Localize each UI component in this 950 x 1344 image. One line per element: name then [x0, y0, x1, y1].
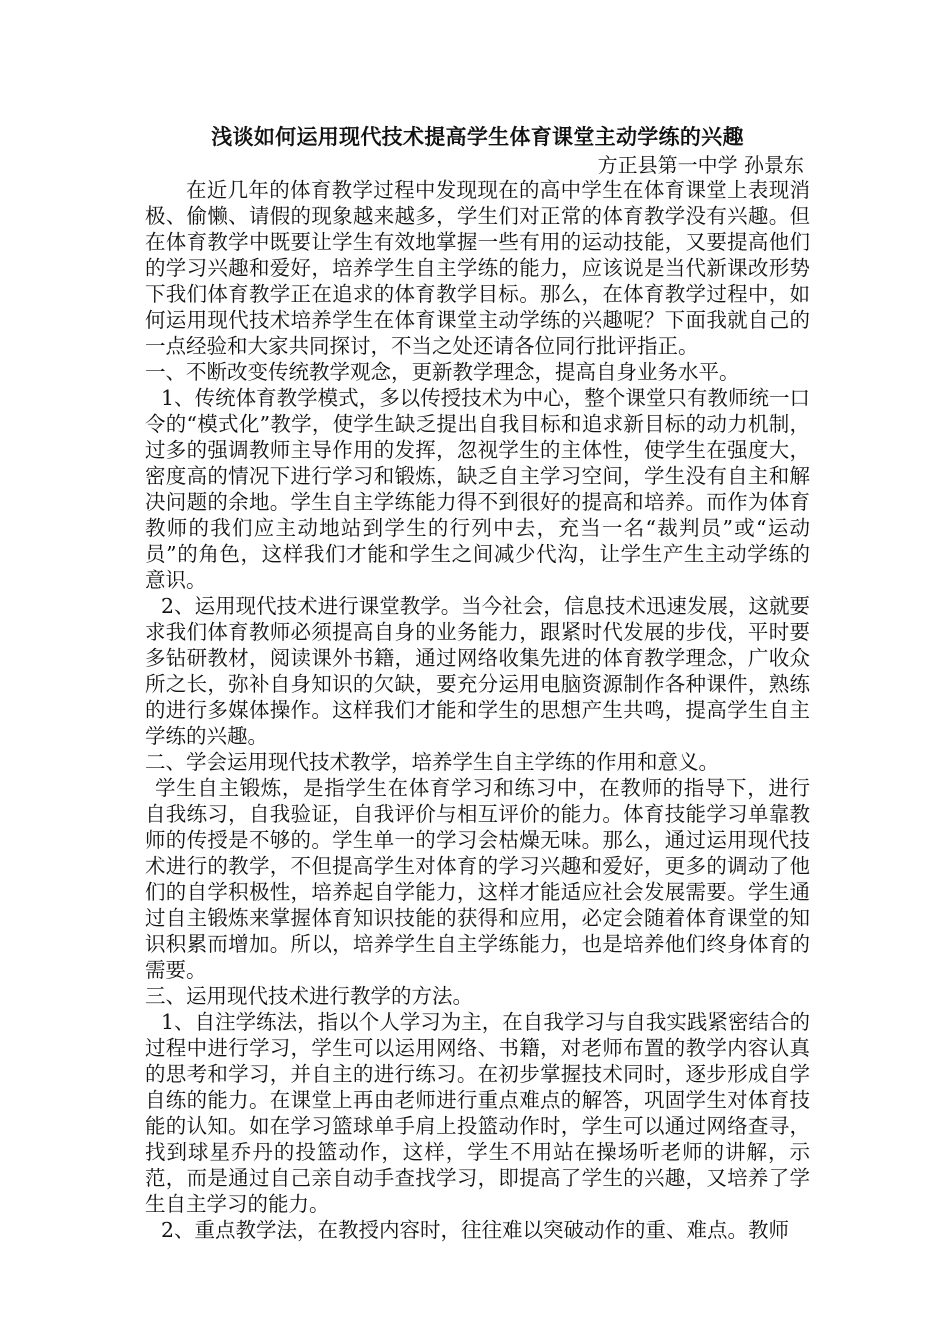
- section2-paragraph-1: 学生自主锻炼，是指学生在体育学习和练习中，在教师的指导下，进行自我练习，自我验证，自我评价与相互评价的能力。体育技能学习单靠教师的传授是不够的。学生单一的学习会枯燥无味。那么，通过运用现代技术进行的教学，不但提高学生对体育的学习兴趣和爱好，更多的调动了他们的自学积极性，培养起自学能力，这样才能适应社会发展需要。学生通过自主锻炼来掌握体育知识技能的获得和应用，必定会随着体育课堂的知识积累而增加。所以，培养学生自主学练能力，也是培养他们终身体育的需要。: [145, 776, 810, 982]
- document-title: 浅谈如何运用现代技术提高学生体育课堂主动学练的兴趣: [211, 124, 744, 149]
- section1-paragraph-2: 2、运用现代技术进行课堂教学。当今社会，信息技术迅速发展，这就要求我们体育教师必须提高自身的业务能力，跟紧时代发展的步伐，平时要多钻研教材，阅读课外书籍，通过网络收集先进的体育教学理念，广收众所之长，弥补自身知识的欠缺，要充分运用电脑资源制作各种课件，熟练的进行多媒体操作。这样我们才能和学生的思想产生共鸣，提高学生自主学练的兴趣。: [145, 594, 810, 748]
- section1-paragraph-1: 1、传统体育教学模式，多以传授技术为中心，整个课堂只有教师统一口令的“模式化”教学，使学生缺乏提出自我目标和追求新目标的动力机制，过多的强调教师主导作用的发挥，忽视学生的主体性，使学生在强度大，密度高的情况下进行学习和锻炼，缺乏自主学习空间，学生没有自主和解决问题的余地。学生自主学练能力得不到很好的提高和培养。而作为体育教师的我们应主动地站到学生的行列中去，充当一名“裁判员”或“运动员”的角色，这样我们才能和学生之间减少代沟，让学生产生主动学练的意识。: [145, 386, 810, 592]
- document-body: [145, 120, 810, 1243]
- section3-paragraph-2: 2、重点教学法，在教授内容时，往往难以突破动作的重、难点。教师: [161, 1218, 790, 1242]
- intro-paragraph: 在近几年的体育教学过程中发现现在的高中学生在体育课堂上表现消极、偷懒、请假的现象越来越多，学生们对正常的体育教学没有兴趣。但在体育教学中既要让学生有效地掌握一些有用的运动技能，又要提高他们的学习兴趣和爱好，培养学生自主学练的能力，应该说是当代新课改形势下我们体育教学正在追求的体育教学目标。那么，在体育教学过程中，如何运用现代技术培养学生在体育课堂主动学练的兴趣呢？下面我就自己的一点经验和大家共同探讨，不当之处还请各位同行批评指正。: [145, 178, 810, 358]
- section-heading-2: 二、学会运用现代技术教学，培养学生自主学练的作用和意义。: [145, 750, 719, 774]
- section-heading-1: 一、不断改变传统教学观念，更新教学理念，提高自身业务水平。: [145, 360, 740, 384]
- section3-paragraph-1: 1、自注学练法，指以个人学习为主，在自我学习与自我实践紧密结合的过程中进行学习，学生可以运用网络、书籍，对老师布置的教学内容认真的思考和学习，并自主的进行练习。在初步掌握技术同时，逐步形成自学自练的能力。在课堂上再由老师进行重点难点的解答，巩固学生对体育技能的认知。如在学习篮球单手肩上投篮动作时，学生可以通过网络查寻，找到球星乔丹的投篮动作，这样，学生不用站在操场听老师的讲解，示范，而是通过自己亲自动手查找学习，即提高了学生的兴趣，又培养了学生自主学习的能力。: [145, 1010, 810, 1216]
- author-line: 方正县第一中学 孙景东: [597, 153, 804, 177]
- section-heading-3: 三、运用现代技术进行教学的方法。: [145, 984, 473, 1008]
